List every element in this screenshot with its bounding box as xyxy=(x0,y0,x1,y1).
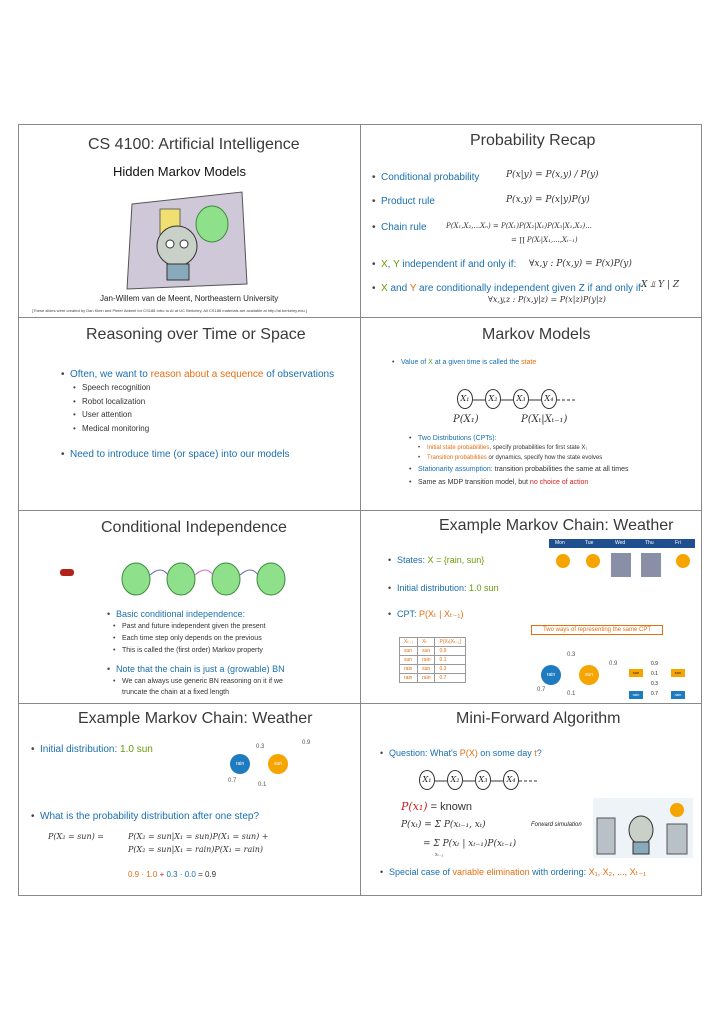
math-chain-2: = ∏ P(Xᵢ|X₁,...,Xᵢ₋₁) xyxy=(511,236,578,244)
eq-forward-1: P(xₜ) = Σ P(xₜ₋₁, xₜ) xyxy=(401,820,486,830)
slide-heading: Mini-Forward Algorithm xyxy=(456,710,621,727)
edge-label: 0.1 xyxy=(258,782,267,788)
sub-bn-2: truncate the chain at a fixed length xyxy=(122,689,230,696)
edge-label: 0.7 xyxy=(537,687,546,693)
edge-label: 0.9 xyxy=(609,661,618,667)
eq-forward-2: = Σ P(xₜ | xₜ₋₁)P(xₜ₋₁) xyxy=(423,839,517,849)
ghost-chain-illustration xyxy=(106,545,296,609)
edge-label: 0.3 xyxy=(256,744,265,750)
bullet-cond-independence: • X and Y are conditionally independent given Z if and only if: xyxy=(381,283,644,294)
day-label: Thu xyxy=(645,540,654,546)
slide-title xyxy=(18,124,360,317)
lattice-sun: sun xyxy=(671,669,685,677)
edge-label: 0.7 xyxy=(228,778,237,784)
table-cell: 0.7 xyxy=(435,674,466,683)
grid-line xyxy=(701,124,702,896)
sub-ci-1: • Past and future independent given the present xyxy=(122,623,266,630)
bullet-growable-bn: • Note that the chain is just a (growable) BN xyxy=(116,664,285,674)
table-row xyxy=(400,647,466,656)
slide-reasoning-over-time xyxy=(18,318,360,510)
lattice-label: 0.9 xyxy=(651,661,658,667)
lattice-label: 0.7 xyxy=(651,691,658,697)
math-independence: ∀x,y : P(x,y) = P(x)P(y) xyxy=(529,259,632,269)
bullet-independence: • X, Y independent if and only if: xyxy=(381,259,516,270)
table-cell: sun xyxy=(418,665,435,674)
bullet-conditional: • Conditional probability xyxy=(381,172,479,183)
slide-grid xyxy=(18,124,702,896)
cpt-note: Two ways of representing the same CPT xyxy=(531,625,663,635)
bullet-chain: • Chain rule xyxy=(381,222,427,233)
table-cell: 0.3 xyxy=(435,665,466,674)
weather-robot-illustration xyxy=(593,798,693,858)
sun-node: sun xyxy=(579,665,599,685)
table-cell: rain xyxy=(418,656,435,665)
cpt-table xyxy=(399,637,466,683)
table-cell: rain xyxy=(400,674,418,683)
bullet-cpt: • CPT: P(Xₜ | Xₜ₋₁) xyxy=(397,609,463,620)
lattice-diagram xyxy=(627,661,697,701)
course-title: CS 4100: Artificial Intelligence xyxy=(88,136,300,153)
slide-heading: Probability Recap xyxy=(470,132,596,149)
eq-row-1: P(X₂ = sun|X₁ = sun)P(X₁ = sun) + xyxy=(128,832,269,841)
eq-result: 0.9 · 1.0 + 0.3 · 0.0 = 0.9 xyxy=(128,870,217,879)
table-cell: sun xyxy=(418,647,435,656)
bullet-sequence: • Often, we want to reason about a sequence of observations xyxy=(70,369,334,380)
table-cell: rain xyxy=(418,674,435,683)
credit-line: [These slides were created by Dan Klein and Pieter Abbeel for CS188 Intro to AI at UC Berkeley. All CS188 materials are available at http://ai.berkeley.edu.] xyxy=(32,308,307,313)
red-car-icon xyxy=(60,569,74,576)
table-cell: rain xyxy=(400,665,418,674)
slide-heading: Markov Models xyxy=(482,326,591,343)
hmm-robot-illustration xyxy=(122,184,252,294)
bullet-two-distributions: • Two Distributions (CPTs): xyxy=(418,435,497,442)
math-transition: P(Xₜ|Xₜ₋₁) xyxy=(521,414,568,425)
bullet-basic-ci: • Basic conditional independence: xyxy=(116,609,245,619)
table-cell: 0.9 xyxy=(435,647,466,656)
lattice-rain: rain xyxy=(671,691,685,699)
eq-row-2: P(X₂ = sun|X₁ = rain)P(X₁ = rain) xyxy=(128,845,264,854)
chain-arrows xyxy=(433,778,543,784)
lattice-sun: sun xyxy=(629,669,643,677)
bullet-one-step: • What is the probability distribution after one step? xyxy=(40,811,259,822)
math-cond-indep-symbol: X ⫫ Y | Z xyxy=(641,280,680,290)
slide-conditional-independence xyxy=(18,511,360,703)
edge-label: 0.9 xyxy=(302,740,311,746)
slide-heading: Example Markov Chain: Weather xyxy=(439,517,674,534)
bullet-stationarity: • Stationarity assumption: transition probabilities the same at all times xyxy=(418,466,629,473)
day-label: Tue xyxy=(585,540,594,546)
edge-label: 0.1 xyxy=(567,691,576,697)
edge-label: 0.3 xyxy=(567,652,576,658)
day-label: Mon xyxy=(555,540,565,546)
table-row xyxy=(400,656,466,665)
chain-node: X₄ xyxy=(503,770,519,790)
table-cell: sun xyxy=(400,647,418,656)
slide-mini-forward xyxy=(361,704,701,895)
table-row xyxy=(400,674,466,683)
bullet-product: • Product rule xyxy=(381,196,435,207)
chain-node: X₄ xyxy=(541,389,557,409)
bullet-initial: • Initial distribution: 1.0 sun xyxy=(397,583,499,593)
chain-node: X₁ xyxy=(457,389,473,409)
sub-robot: • Robot localization xyxy=(82,397,145,406)
table-header-cell: P(Xₜ|Xₜ₋₁) xyxy=(435,638,466,647)
sub-medical: • Medical monitoring xyxy=(82,424,149,433)
table-cell: 0.1 xyxy=(435,656,466,665)
sub-transition-probs: • Transition probabilities or dynamics, specify how the state evolves xyxy=(427,455,602,461)
chain-node: X₃ xyxy=(513,389,529,409)
bullet-mdp: • Same as MDP transition model, but no choice of action xyxy=(418,479,588,486)
day-label: Wed xyxy=(615,540,626,546)
known-line: P(x₁) = known xyxy=(401,800,472,813)
math-conditional: P(x|y) = P(x,y) / P(y) xyxy=(506,170,599,180)
table-row xyxy=(400,638,466,647)
lattice-label: 0.1 xyxy=(651,671,658,677)
day-label: Fri xyxy=(675,540,681,546)
table-row xyxy=(400,665,466,674)
chain-node: X₂ xyxy=(447,770,463,790)
slide-markov-models xyxy=(361,318,701,510)
bullet-state: • Value of X at a given time is called the state xyxy=(401,359,536,366)
forward-simulation-label: Forward simulation xyxy=(531,822,582,828)
math-product: P(x,y) = P(x|y)P(y) xyxy=(506,195,590,205)
sum-index: xₜ₋₁ xyxy=(435,852,444,858)
chain-node: X₃ xyxy=(475,770,491,790)
slide-weather-chain xyxy=(361,511,701,703)
sun-node: sun xyxy=(268,754,288,774)
lattice-rain: rain xyxy=(629,691,643,699)
slide-subtitle: Hidden Markov Models xyxy=(113,164,246,179)
table-cell: sun xyxy=(400,656,418,665)
state-diagram xyxy=(228,738,328,798)
rain-node: rain xyxy=(541,665,561,685)
lattice-label: 0.3 xyxy=(651,681,658,687)
eq-lhs: P(X₂ = sun) = xyxy=(48,832,104,841)
sub-speech: • Speech recognition xyxy=(82,383,151,392)
author-line: Jan-Willem van de Meent, Northeastern University xyxy=(100,294,279,303)
table-header-cell: Xₜ₋₁ xyxy=(400,638,418,647)
math-cond-indep: ∀x,y,z : P(x,y|z) = P(x|z)P(y|z) xyxy=(488,295,606,304)
chain-node: X₂ xyxy=(485,389,501,409)
state-diagram xyxy=(537,647,627,703)
math-initial: P(X₁) xyxy=(453,414,479,425)
table-header-cell: Xₜ xyxy=(418,638,435,647)
slide-probability-recap xyxy=(361,124,701,317)
slide-heading: Reasoning over Time or Space xyxy=(86,326,306,343)
bullet-variable-elimination: • Special case of variable elimination with ordering: X₁, X₂, ..., Xₜ₋₁ xyxy=(389,867,646,878)
bullet-states: • States: X = {rain, sun} xyxy=(397,555,484,565)
sub-ci-3: • This is called the (first order) Markov property xyxy=(122,647,263,654)
math-chain-1: P(X₁,X₂,...Xₙ) = P(X₁)P(X₂|X₁)P(X₃|X₁,X₂)... xyxy=(446,222,592,230)
bullet-question: • Question: What's P(X) on some day t? xyxy=(389,748,542,758)
sub-bn-1: • We can always use generic BN reasoning on it if we xyxy=(122,678,283,685)
slide-heading: Conditional Independence xyxy=(101,519,287,536)
chain-node: X₁ xyxy=(419,770,435,790)
bullet-introduce-time: • Need to introduce time (or space) into our models xyxy=(70,449,290,460)
chain-arrows xyxy=(471,397,581,403)
bullet-initial: • Initial distribution: 1.0 sun xyxy=(40,744,153,755)
sub-initial-probs: • Initial state probabilities, specify probabilities for first state X₁ xyxy=(427,445,587,451)
sub-attention: • User attention xyxy=(82,410,132,419)
slide-heading: Example Markov Chain: Weather xyxy=(78,710,313,727)
slide-weather-step xyxy=(18,704,360,895)
sub-ci-2: • Each time step only depends on the previous xyxy=(122,635,262,642)
rain-node: rain xyxy=(230,754,250,774)
weather-strip xyxy=(549,539,695,579)
